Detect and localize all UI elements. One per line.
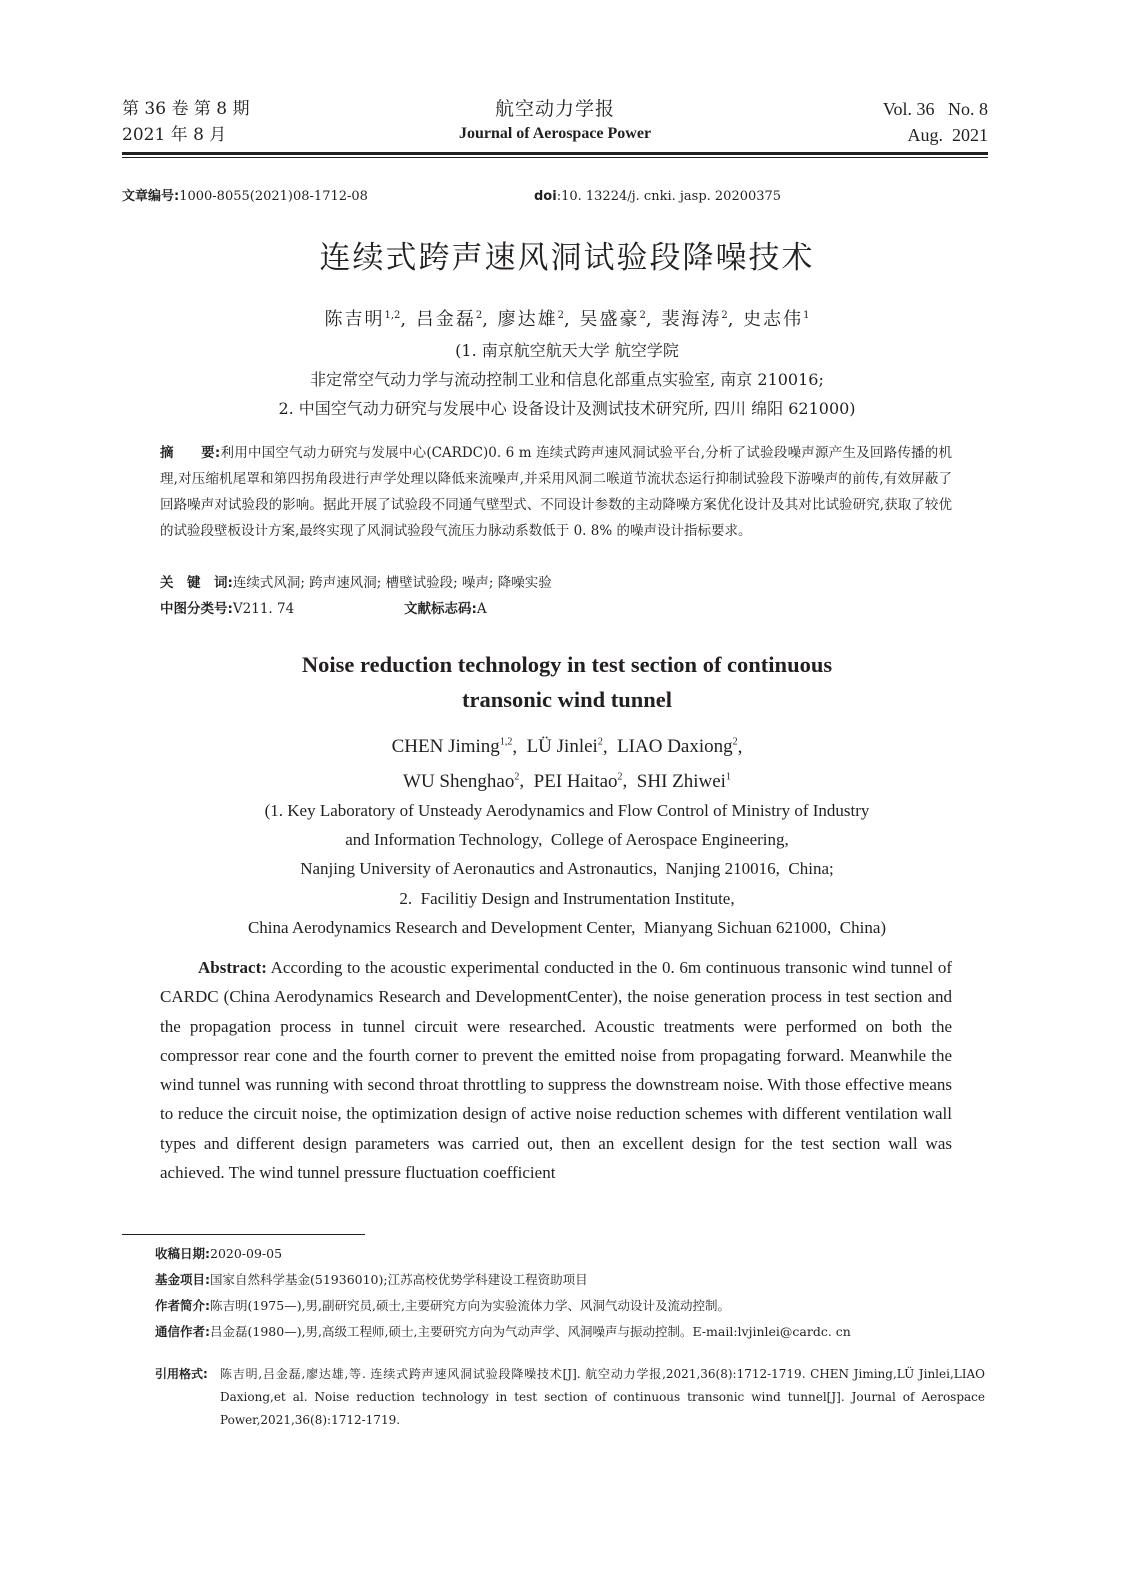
title-en <box>0 647 1134 717</box>
abstract-en <box>160 953 952 1187</box>
volume-issue-cn: 第 36 卷 第 8 期 <box>122 99 250 119</box>
article-number: 1000-8055(2021)08-1712-08 <box>179 189 368 204</box>
citation-format <box>155 1363 985 1432</box>
abstract-en-label: Abstract: <box>198 958 267 977</box>
affiliation-cn <box>0 336 1134 423</box>
abstract-cn-label: 摘 要: <box>160 445 221 461</box>
doi-value: :10. 13224/j. cnki. jasp. 20200375 <box>556 189 782 204</box>
keywords-cn <box>160 572 952 594</box>
clc-code: V211. 74 <box>232 601 295 617</box>
affiliation-en <box>0 796 1134 942</box>
author-en: CHEN Jiming$^{1,2}$ <box>391 736 513 758</box>
affiliation-en-line: and Information Technology, College of Aerospace Engineering, <box>345 830 789 850</box>
abstract-cn <box>160 440 952 544</box>
authors-en-line: CHEN Jiming$^{1,2}$, LÜ Jinlei$^2$, LIAO Daxiong$^2$, <box>391 736 743 758</box>
doi <box>534 187 781 207</box>
author-cn: 廖达雄$^2$ <box>497 309 565 330</box>
authors-en <box>0 728 1134 797</box>
title-cn: 连续式跨声速风洞试验段降噪技术 <box>319 240 815 276</box>
date-cn: 2021 年 8 月 <box>122 125 227 145</box>
footnote-funding: 基金项目:国家自然科学基金(51936010);江苏高校优势学科建设工程资助项目 <box>155 1272 588 1287</box>
footnote-received: 收稿日期:2020-09-05 <box>155 1246 283 1261</box>
keywords-text: 连续式风洞; 跨声速风洞; 槽壁试验段; 噪声; 降噪实验 <box>232 575 552 591</box>
footnote-corresponding: 通信作者:吕金磊(1980—),男,高级工程师,硕士,主要研究方向为气动声学、风洞噪声与振动控制。E-mail:lvjinlei@cardc. cn <box>155 1324 851 1339</box>
author-en: PEI Haitao$^2$ <box>533 770 623 792</box>
volume-issue-en: Vol. 36 No. 8 <box>882 99 988 119</box>
author-cn: 陈吉明$^{1,2}$ <box>324 309 401 330</box>
doi-label: doi <box>534 189 557 204</box>
abstract-en-text: According to the acoustic experimental conducted in the 0. 6m continuous transonic wind tunnel of CARDC (China Aerodynamics Research and DevelopmentCenter), the noise generation process in test section and the propagation process in tunnel circuit were researched. Acoustic treatments were performed on both the compressor rear cone and the fourth corner to prevent the emitted noise from propagating forward. Meanwhile the wind tunnel was running with second throat throttling to suppress the downstream noise. With those effective means to reduce the circuit noise, the optimization design of active noise reduction schemes with different ventilation wall types and different design parameters was carried out, then an excellent design for the test section wall was achieved. The wind tunnel pressure fluctuation coefficient <box>160 958 952 1183</box>
footnote-author-bio: 作者简介:陈吉明(1975—),男,副研究员,硕士,主要研究方向为实验流体力学、风洞气动设计及流动控制。 <box>155 1298 730 1313</box>
authors-cn: 陈吉明$^{1,2}$, 吕金磊$^2$, 廖达雄$^2$, 吴盛豪$^2$, 裴海涛$^2$, 史志伟$^1$ <box>324 309 810 330</box>
header-right <box>883 96 988 148</box>
affiliation-en-line: China Aerodynamics Research and Development Center, Mianyang Sichuan 621000, China) <box>247 917 887 937</box>
affiliation-en-line: (1. Key Laboratory of Unsteady Aerodynamics and Flow Control of Ministry of Industry <box>264 801 870 820</box>
header-rule-thick <box>122 152 988 155</box>
keywords-label: 关 键 词: <box>160 575 233 591</box>
journal-name-cn: 航空动力学报 <box>494 98 615 120</box>
author-cn: 裴海涛$^2$ <box>661 309 728 330</box>
author-cn: 吕金磊$^2$ <box>415 309 483 330</box>
header-center <box>122 96 988 146</box>
clc-label: 中图分类号: <box>160 601 233 617</box>
author-en: SHI Zhiwei$^1$ <box>636 770 731 792</box>
citation-text: 陈吉明,吕金磊,廖达雄,等. 连续式跨声速风洞试验段降噪技术[J]. 航空动力学报,2021,36(8):1712-1719. CHEN Jiming,LÜ Jinlei,LIAO Daxiong,et al. Noise reduction technology in test section of continuous transonic wind tunnel[J]. Journal of Aerospace Power,2021,36(8):1712-1719. <box>220 1367 985 1427</box>
author-en: LÜ Jinlei$^2$ <box>526 736 603 758</box>
title-en-line: Noise reduction technology in test section of continuous <box>301 652 833 677</box>
citation-label: 引用格式: <box>155 1367 208 1381</box>
author-en: LIAO Daxiong$^2$ <box>617 736 738 758</box>
author-cn: 吴盛豪$^2$ <box>579 309 646 330</box>
authors-en-line: WU Shenghao$^2$, PEI Haitao$^2$, SHI Zhiwei$^1$ <box>403 770 731 792</box>
article-number-label: 文章编号: <box>122 189 180 204</box>
journal-name-en: Journal of Aerospace Power <box>458 125 652 142</box>
doc-code: A <box>476 601 487 617</box>
header-rule-thin <box>122 157 988 158</box>
author-en: WU Shenghao$^2$ <box>403 770 520 792</box>
affiliation-line: 2. 中国空气动力研究与发展中心 设备设计及测试技术研究所, 四川 绵阳 621000) <box>278 399 856 418</box>
affiliation-line: 非定常空气动力学与流动控制工业和信息化部重点实验室, 南京 210016; <box>310 370 824 389</box>
affiliation-line: (1. 南京航空航天大学 航空学院 <box>455 341 679 360</box>
abstract-cn-text: 利用中国空气动力研究与发展中心(CARDC)0. 6 m 连续式跨声速风洞试验平台,分析了试验段噪声源产生及回路传播的机理,对压缩机尾罩和第四拐角段进行声学处理以降低来流噪声,并采用风洞二喉道节流状态运行抑制试验段下游噪声的前传,有效屏蔽了回路噪声对试验段的影响。据此开展了试验段不同通气壁型式、不同设计参数的主动降噪方案优化设计及其对比试验研究,获取了较优的试验段壁板设计方案,最终实现了风洞试验段气流压力脉动系数低于 0. 8% 的噪声设计指标要求。 <box>160 445 952 539</box>
affiliation-en-line: Nanjing University of Aeronautics and Astronautics, Nanjing 210016, China; <box>300 859 834 879</box>
title-en-line: transonic wind tunnel <box>461 687 673 712</box>
doc-label: 文献标志码: <box>404 601 477 617</box>
document-code <box>404 598 487 620</box>
article-meta <box>122 187 988 207</box>
date-en: Aug. 2021 <box>907 125 988 145</box>
author-cn: 史志伟$^1$ <box>743 309 810 330</box>
classification <box>160 598 952 620</box>
affiliation-en-line: 2. Facilitiy Design and Instrumentation Institute, <box>399 888 735 908</box>
running-header <box>122 96 988 146</box>
footnote-rule <box>122 1234 365 1235</box>
